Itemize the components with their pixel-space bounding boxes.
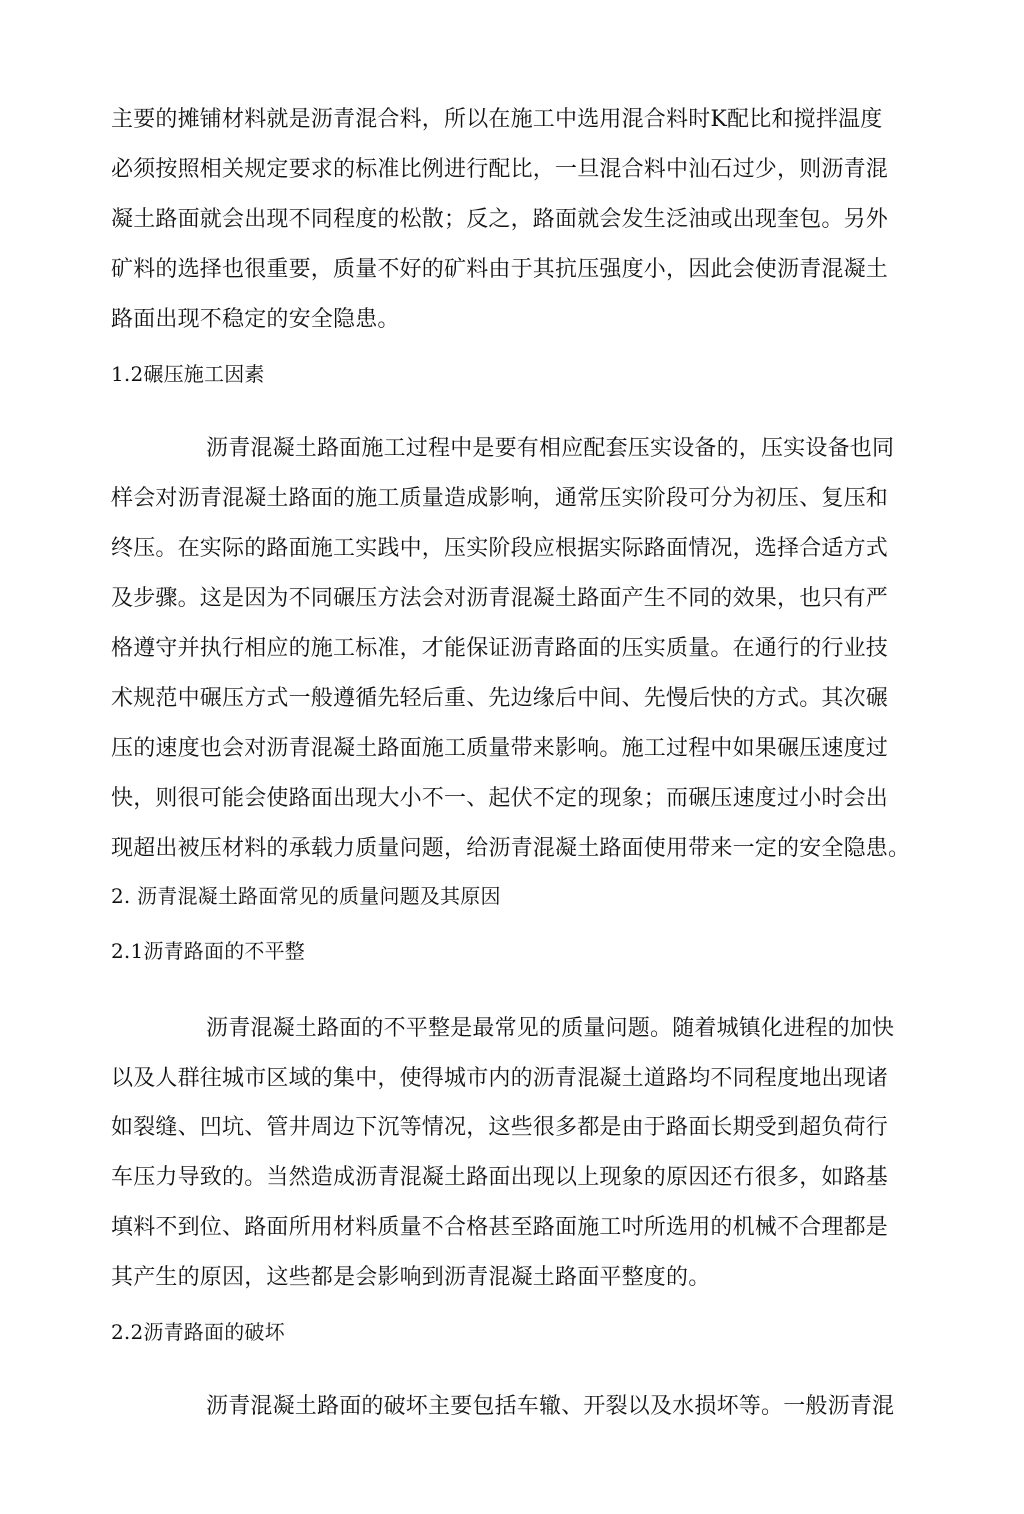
- paragraph-line: 如裂缝、凹坑、管井周边下沉等情况，这些很多都是由于路面长期受到超负荷行: [111, 1115, 889, 1140]
- paragraph-line: 以及人群往城市区域的集中，使得城市内的沥青混凝土道路均不同程度地出现诸: [111, 1066, 889, 1091]
- paragraph-line: 沥青混凝土路面的不平整是最常见的质量问题。随着城镇化进程的加快: [206, 1016, 895, 1041]
- paragraph-line: 格遵守并执行相应的施工标准，才能保证沥青路面的压实质量。在通行的行业技: [111, 636, 889, 661]
- paragraph-line: 及步骤。这是因为不同碾压方法会对沥青混凝土路面产生不同的效果，也只有严: [111, 586, 889, 611]
- paragraph-line: 主要的摊铺材料就是沥青混合料，所以在施工中选用混合料时K配比和搅拌温度: [111, 107, 883, 132]
- paragraph-line: 终压。在实际的路面施工实践中，压实阶段应根据实际路面情况，选择合适方式: [111, 536, 889, 561]
- paragraph-line: 车压力导致的。当然造成沥青混凝土路面出现以上现象的原因还冇很多，如路基: [111, 1165, 889, 1190]
- paragraph-line: 压的速度也会对沥青混凝土路面施工质量带来影响。施工过程中如果碾压速度过: [111, 736, 889, 761]
- paragraph-line: 填料不到位、路面所用材料质量不合格甚至路面施工吋所选用的机械不合理都是: [111, 1215, 889, 1240]
- section-heading: 2.2沥青路面的破坏: [111, 1320, 285, 1344]
- section-heading: 2.1沥青路面的不平整: [111, 939, 306, 963]
- paragraph-line: 其产生的原因，这些都是会影响到沥青混凝土路面平整度的。: [111, 1265, 711, 1290]
- section-heading: 1.2碾压施工因素: [111, 362, 265, 386]
- paragraph-line: 样会对沥青混凝土路面的施工质量造成影响，通常压实阶段可分为初压、复压和: [111, 486, 889, 511]
- paragraph-line: 必须按照相关规定要求的标准比例进行配比，一旦混合料中汕石过少，则沥青混: [111, 157, 889, 182]
- paragraph-line: 快，则很可能会使路面出现大小不一、起伏不定的现象；而碾压速度过小时会出: [111, 786, 889, 811]
- paragraph-line: 矿料的选择也很重要，质量不好的矿料由于其抗压强度小，因此会使沥青混凝土: [111, 257, 889, 282]
- paragraph-line: 路面出现不稳定的安全隐患。: [111, 307, 400, 332]
- paragraph-line: 沥青混凝土路面的破坏主要包括车辙、开裂以及水损坏等。一般沥青混: [206, 1394, 895, 1419]
- paragraph-line: 现超出被压材料的承载力质量问题，给沥青混凝土路面使用带来一定的安全隐患。: [111, 836, 911, 861]
- paragraph-line: 凝土路面就会出现不同程度的松散；反之，路面就会发生泛油或出现奎包。另外: [111, 207, 889, 232]
- paragraph-line: 术规范中碾压方式一般遵循先轻后重、先边缘后中间、先慢后快的方式。其次碾: [111, 686, 889, 711]
- paragraph-line: 沥青混凝土路面施工过程中是要有相应配套压实设备的，压实设备也同: [206, 436, 895, 461]
- section-heading: 2. 沥青混凝土路面常见的质量问题及其原因: [111, 884, 501, 908]
